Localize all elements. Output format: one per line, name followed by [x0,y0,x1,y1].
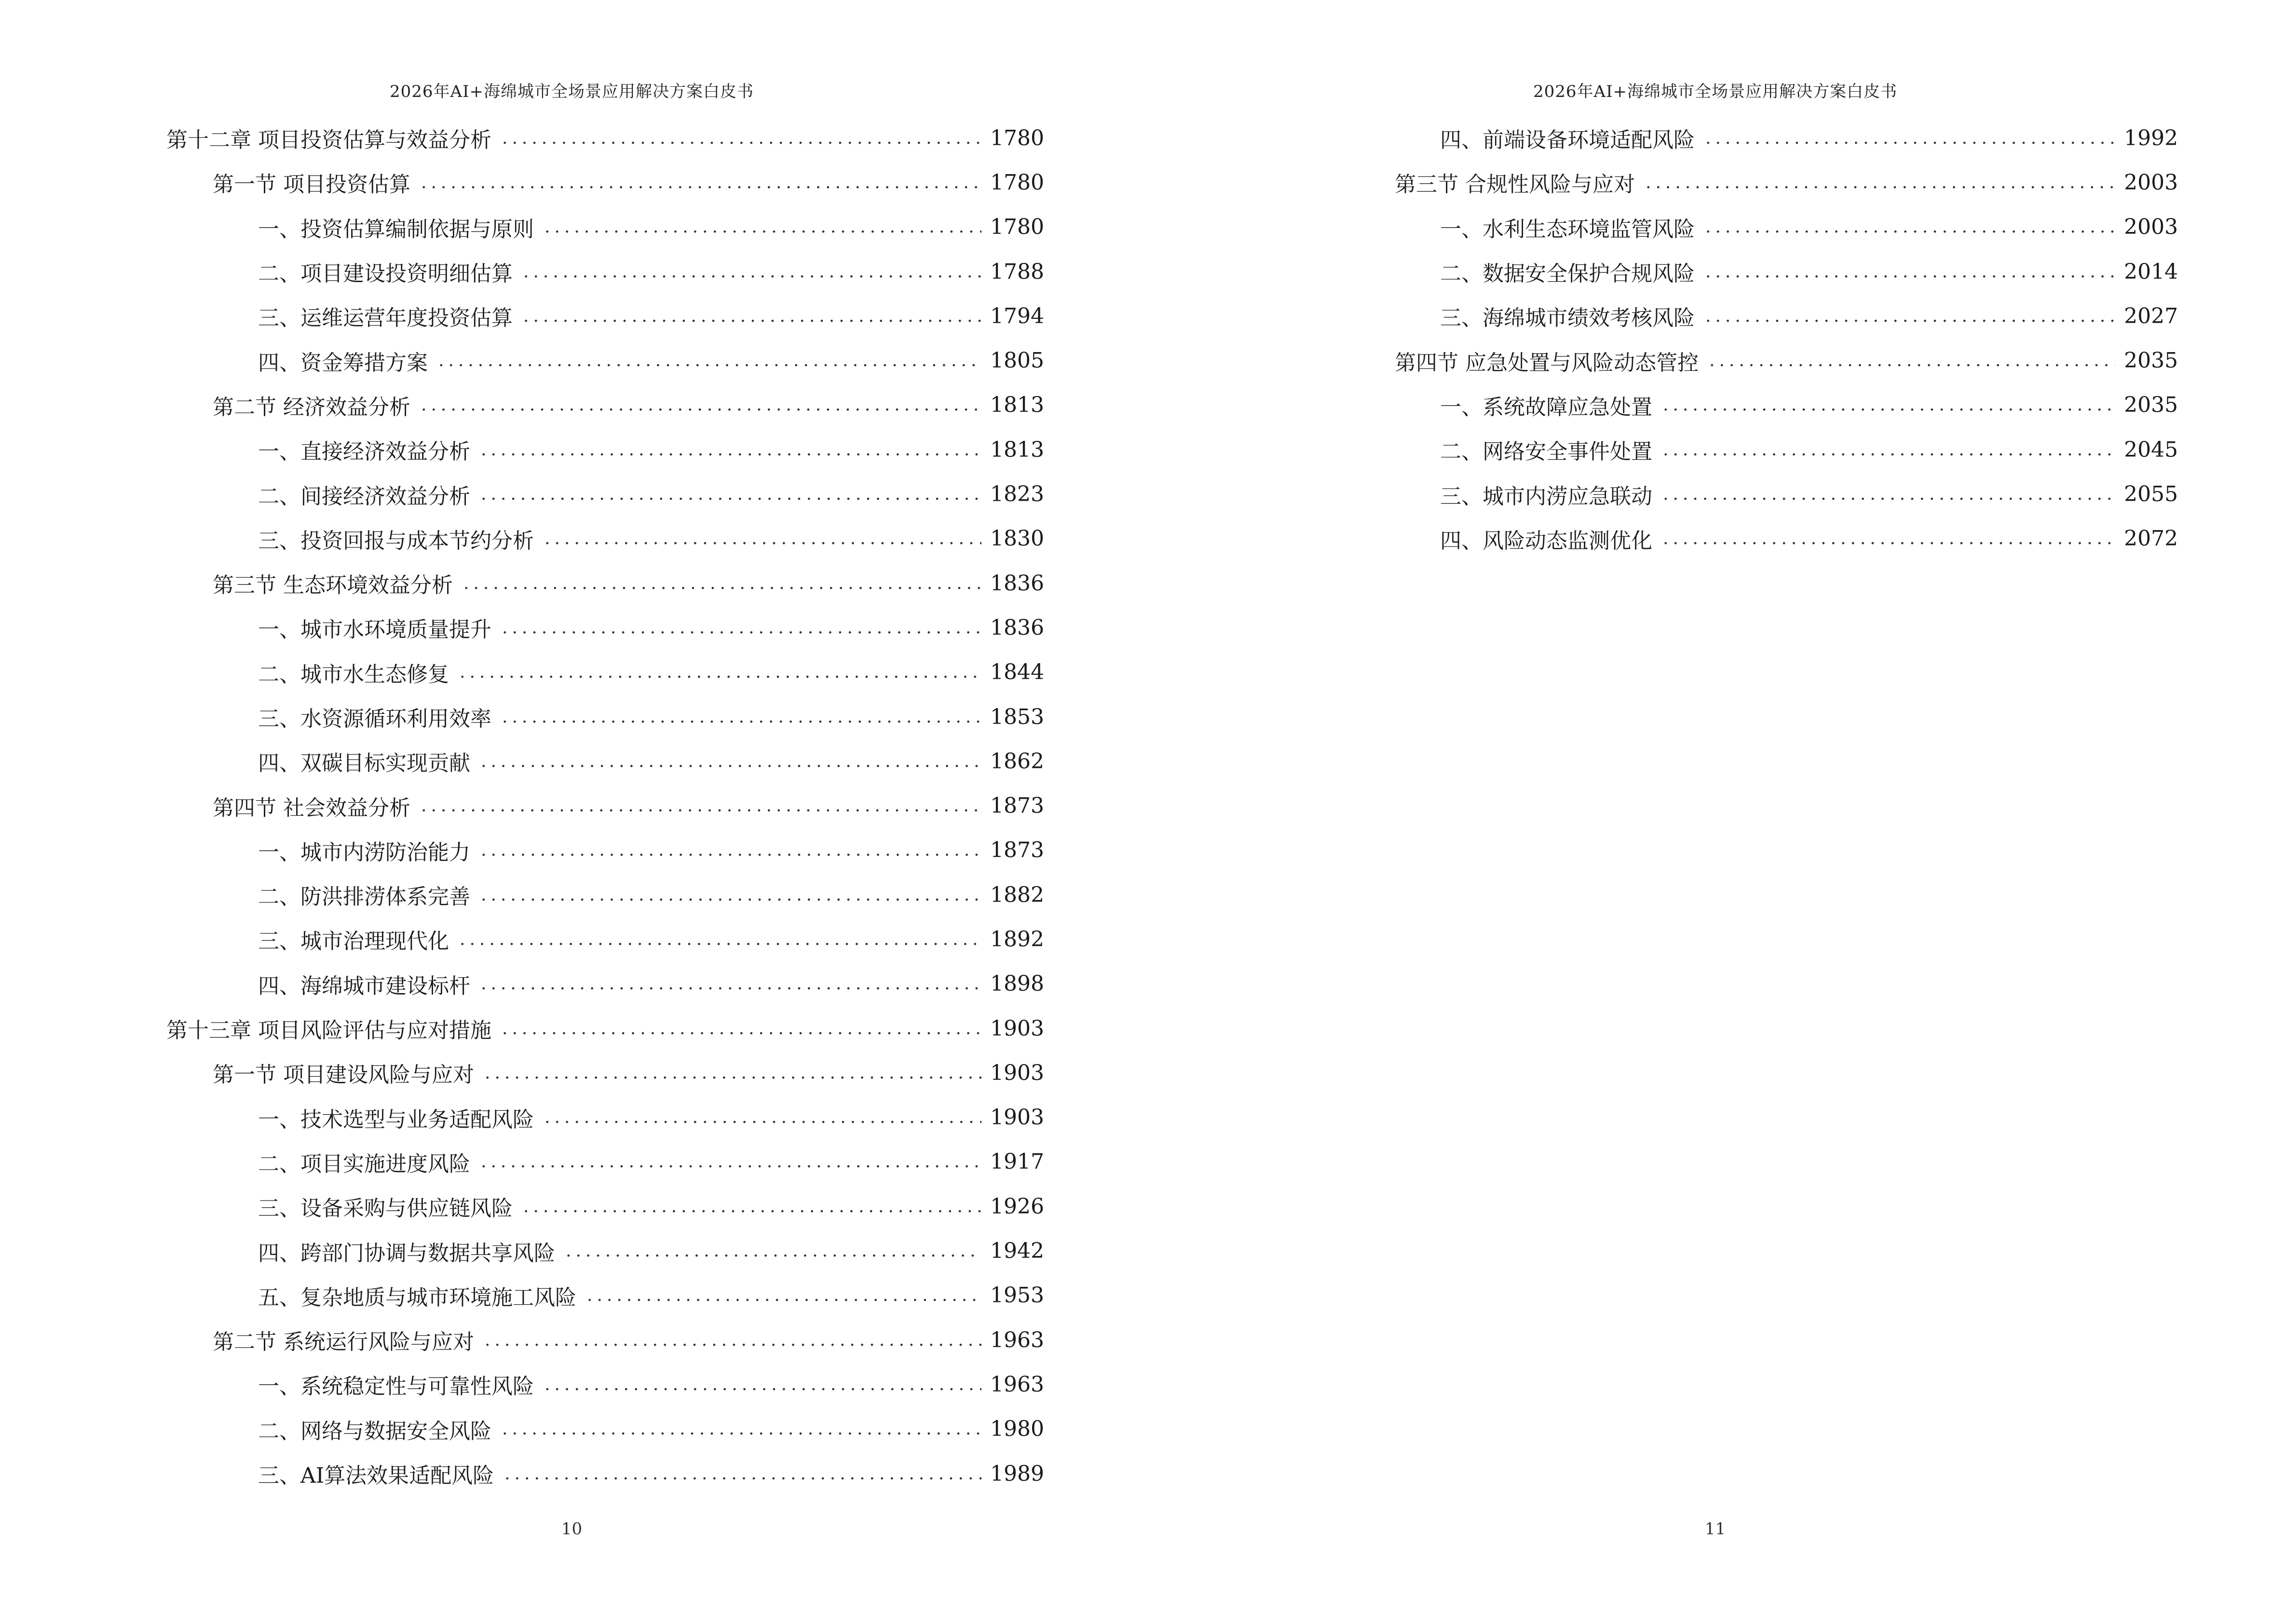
toc-subsection-entry[interactable] [1348,383,2178,427]
dot-leader [504,1464,981,1484]
toc-entry-title: 四、海绵城市建设标杆 [258,973,470,998]
dot-leader [481,440,981,460]
toc-section-entry[interactable] [166,783,1044,828]
toc-section-entry[interactable] [166,160,1044,205]
toc-entry-title: 一、城市水环境质量提升 [258,617,491,642]
toc-entry-title: 四、资金筹措方案 [258,350,428,375]
toc-entry-page-number: 2027 [2124,303,2178,328]
toc-subsection-entry[interactable] [166,249,1044,294]
toc-entry-title: 二、间接经济效益分析 [258,484,470,509]
toc-entry-title: 二、城市水生态修复 [258,662,449,687]
toc-entry-page-number: 1788 [990,259,1044,284]
toc-entry-page-number: 1853 [990,704,1044,729]
toc-entry-title: 四、双碳目标实现贡献 [258,751,470,776]
toc-entry-page-number: 2003 [2124,170,2178,195]
dot-leader [1705,217,2115,237]
toc-entry-page-number: 1836 [990,615,1044,640]
toc-entry-page-number: 1989 [990,1461,1044,1486]
toc-subsection-entry[interactable] [1348,427,2178,472]
toc-entry-page-number: 1903 [990,1105,1044,1130]
toc-entry-title: 三、运维运营年度投资估算 [258,306,513,331]
dot-leader [481,751,981,771]
dot-leader [481,840,981,860]
toc-entry-page-number: 1873 [990,838,1044,863]
toc-entry-title: 二、项目实施进度风险 [258,1151,470,1176]
dot-leader [481,1152,981,1172]
toc-subsection-entry[interactable] [166,1407,1044,1451]
toc-entry-page-number: 2014 [2124,259,2178,284]
toc-subsection-entry[interactable] [166,338,1044,382]
toc-entry-title: 一、水利生态环境监管风险 [1440,217,1695,242]
toc-entry-page-number: 1780 [990,215,1044,240]
dot-leader [421,173,981,192]
toc-entry-page-number: 2003 [2124,215,2178,240]
toc-entry-title: 四、跨部门协调与数据共享风险 [258,1241,555,1266]
toc-entry-page-number: 1926 [990,1194,1044,1219]
toc-subsection-entry[interactable] [166,650,1044,695]
toc-section-entry[interactable] [166,1318,1044,1362]
toc-entry-page-number: 1903 [990,1060,1044,1085]
toc-entry-title: 三、AI算法效果适配风险 [258,1463,494,1488]
toc-entry-title: 第十二章 项目投资估算与效益分析 [166,128,491,153]
toc-entry-title: 一、直接经济效益分析 [258,439,470,464]
toc-entry-title: 二、防洪排涝体系完善 [258,885,470,910]
dot-leader [523,262,981,282]
toc-section-entry[interactable] [166,383,1044,427]
toc-entry-title: 一、城市内涝防治能力 [258,840,470,865]
dot-leader [485,1330,981,1350]
toc-entry-page-number: 1992 [2124,125,2178,150]
dot-leader [460,929,981,949]
dot-leader [1663,484,2115,504]
dot-leader [481,885,981,905]
toc-entry-title: 二、项目建设投资明细估算 [258,261,513,287]
toc-entry-page-number: 2072 [2124,526,2178,551]
dot-leader [1705,262,2115,282]
dot-leader [421,796,981,816]
running-header: 2026年AI+海绵城市全场景应用解决方案白皮书 [390,82,754,101]
toc-entry-title: 三、海绵城市绩效考核风险 [1440,306,1695,331]
toc-subsection-entry[interactable] [166,294,1044,338]
toc-entry-title: 二、网络与数据安全风险 [258,1419,491,1444]
toc-subsection-entry[interactable] [166,472,1044,516]
dot-leader [1705,306,2115,326]
toc-entry-title: 第四节 应急处置与风险动态管控 [1395,350,1699,375]
dot-leader [463,573,981,593]
toc-entry-title: 二、数据安全保护合规风险 [1440,261,1695,287]
dot-leader [545,529,981,548]
toc-entry-page-number: 1963 [990,1372,1044,1397]
toc-subsection-entry[interactable] [1348,116,2178,160]
toc-entry-title: 第二节 系统运行风险与应对 [213,1330,474,1355]
toc-entry-page-number: 1882 [990,882,1044,907]
toc-entry-page-number: 1813 [990,437,1044,462]
page-number: 10 [561,1519,583,1539]
toc-entry-page-number: 1917 [990,1149,1044,1174]
toc-subsection-entry[interactable] [166,1228,1044,1273]
toc-subsection-entry[interactable] [166,739,1044,783]
toc-entry-page-number: 1836 [990,571,1044,596]
dot-leader [1646,173,2115,192]
dot-leader [1663,395,2115,415]
toc-subsection-entry[interactable] [166,962,1044,1006]
toc-subsection-entry[interactable] [1348,517,2178,561]
dot-leader [502,128,981,148]
dot-leader [523,306,981,326]
toc-entry-page-number: 1780 [990,170,1044,195]
dot-leader [545,1107,981,1127]
toc-subsection-entry[interactable] [1348,294,2178,338]
toc-subsection-entry[interactable] [166,828,1044,873]
toc-subsection-entry[interactable] [166,695,1044,739]
dot-leader [1709,351,2115,370]
dot-leader [481,974,981,994]
toc-entry-title: 二、网络安全事件处置 [1440,439,1652,464]
running-header: 2026年AI+海绵城市全场景应用解决方案白皮书 [1533,82,1897,101]
right-page [1144,0,2287,1624]
dot-leader [1663,529,2115,548]
dot-leader [587,1285,981,1305]
toc-entry-page-number: 1813 [990,393,1044,418]
toc-subsection-entry[interactable] [1348,249,2178,294]
toc-entry-title: 第三节 生态环境效益分析 [213,573,453,598]
toc-subsection-entry[interactable] [1348,472,2178,516]
toc-entry-page-number: 1942 [990,1239,1044,1264]
toc-entry-page-number: 1844 [990,660,1044,685]
toc-entry-page-number: 2035 [2124,348,2178,373]
toc-entry-page-number: 1780 [990,125,1044,150]
toc-subsection-entry[interactable] [166,1451,1044,1496]
dot-leader [502,1019,981,1038]
toc-entry-title: 第一节 项目建设风险与应对 [213,1063,474,1088]
dot-leader [1663,440,2115,460]
toc-subsection-entry[interactable] [166,1362,1044,1406]
toc-entry-page-number: 2045 [2124,437,2178,462]
toc-section-entry[interactable] [166,1051,1044,1095]
toc-entry-title: 第十三章 项目风险评估与应对措施 [166,1018,491,1043]
toc-entry-page-number: 1963 [990,1327,1044,1352]
table-of-contents [1348,116,2178,561]
toc-subsection-entry[interactable] [166,873,1044,917]
toc-entry-title: 五、复杂地质与城市环境施工风险 [258,1285,576,1310]
toc-subsection-entry[interactable] [166,1140,1044,1184]
toc-subsection-entry[interactable] [166,517,1044,561]
page-number: 11 [1704,1519,1726,1539]
toc-entry-title: 第四节 社会效益分析 [213,795,410,820]
toc-chapter-entry[interactable] [166,1006,1044,1051]
toc-entry-title: 三、设备采购与供应链风险 [258,1196,513,1221]
toc-subsection-entry[interactable] [166,917,1044,961]
toc-subsection-entry[interactable] [166,1273,1044,1318]
dot-leader [523,1197,981,1216]
toc-entry-title: 第一节 项目投资估算 [213,172,410,197]
dot-leader [421,395,981,415]
toc-entry-title: 四、风险动态监测优化 [1440,528,1652,553]
toc-subsection-entry[interactable] [166,205,1044,249]
toc-entry-page-number: 1980 [990,1417,1044,1442]
dot-leader [1705,128,2115,148]
toc-entry-page-number: 1873 [990,793,1044,819]
toc-entry-page-number: 1823 [990,482,1044,507]
toc-entry-page-number: 1892 [990,927,1044,952]
dot-leader [481,484,981,504]
toc-subsection-entry[interactable] [166,1095,1044,1140]
toc-subsection-entry[interactable] [166,427,1044,472]
dot-leader [438,351,981,370]
toc-entry-page-number: 1903 [990,1016,1044,1041]
toc-entry-page-number: 2055 [2124,482,2178,507]
toc-subsection-entry[interactable] [166,605,1044,650]
toc-entry-page-number: 1862 [990,749,1044,774]
toc-entry-title: 一、系统故障应急处置 [1440,395,1652,420]
toc-entry-title: 第三节 合规性风险与应对 [1395,172,1635,197]
toc-subsection-entry[interactable] [166,1184,1044,1228]
toc-entry-title: 三、城市治理现代化 [258,929,449,954]
toc-section-entry[interactable] [1348,160,2178,205]
toc-entry-title: 三、城市内涝应急联动 [1440,484,1652,509]
toc-section-entry[interactable] [166,561,1044,605]
toc-entry-title: 第二节 经济效益分析 [213,395,410,420]
toc-chapter-entry[interactable] [166,116,1044,160]
toc-subsection-entry[interactable] [1348,205,2178,249]
toc-entry-title: 一、技术选型与业务适配风险 [258,1107,534,1132]
toc-entry-title: 四、前端设备环境适配风险 [1440,128,1695,153]
toc-entry-page-number: 1805 [990,348,1044,373]
toc-entry-page-number: 1953 [990,1283,1044,1308]
toc-entry-title: 三、水资源循环利用效率 [258,707,491,731]
dot-leader [502,618,981,638]
toc-entry-page-number: 2035 [2124,393,2178,418]
toc-entry-title: 三、投资回报与成本节约分析 [258,528,534,553]
toc-entry-title: 一、投资估算编制依据与原则 [258,217,534,242]
dot-leader [502,707,981,727]
dot-leader [545,1375,981,1394]
toc-entry-page-number: 1794 [990,303,1044,328]
dot-leader [545,217,981,237]
toc-entry-page-number: 1830 [990,526,1044,551]
dot-leader [566,1241,981,1261]
toc-entry-title: 一、系统稳定性与可靠性风险 [258,1374,534,1399]
dot-leader [460,662,981,682]
toc-entry-page-number: 1898 [990,971,1044,996]
toc-section-entry[interactable] [1348,338,2178,382]
dot-leader [485,1063,981,1083]
dot-leader [502,1419,981,1439]
table-of-contents [166,116,1044,1496]
